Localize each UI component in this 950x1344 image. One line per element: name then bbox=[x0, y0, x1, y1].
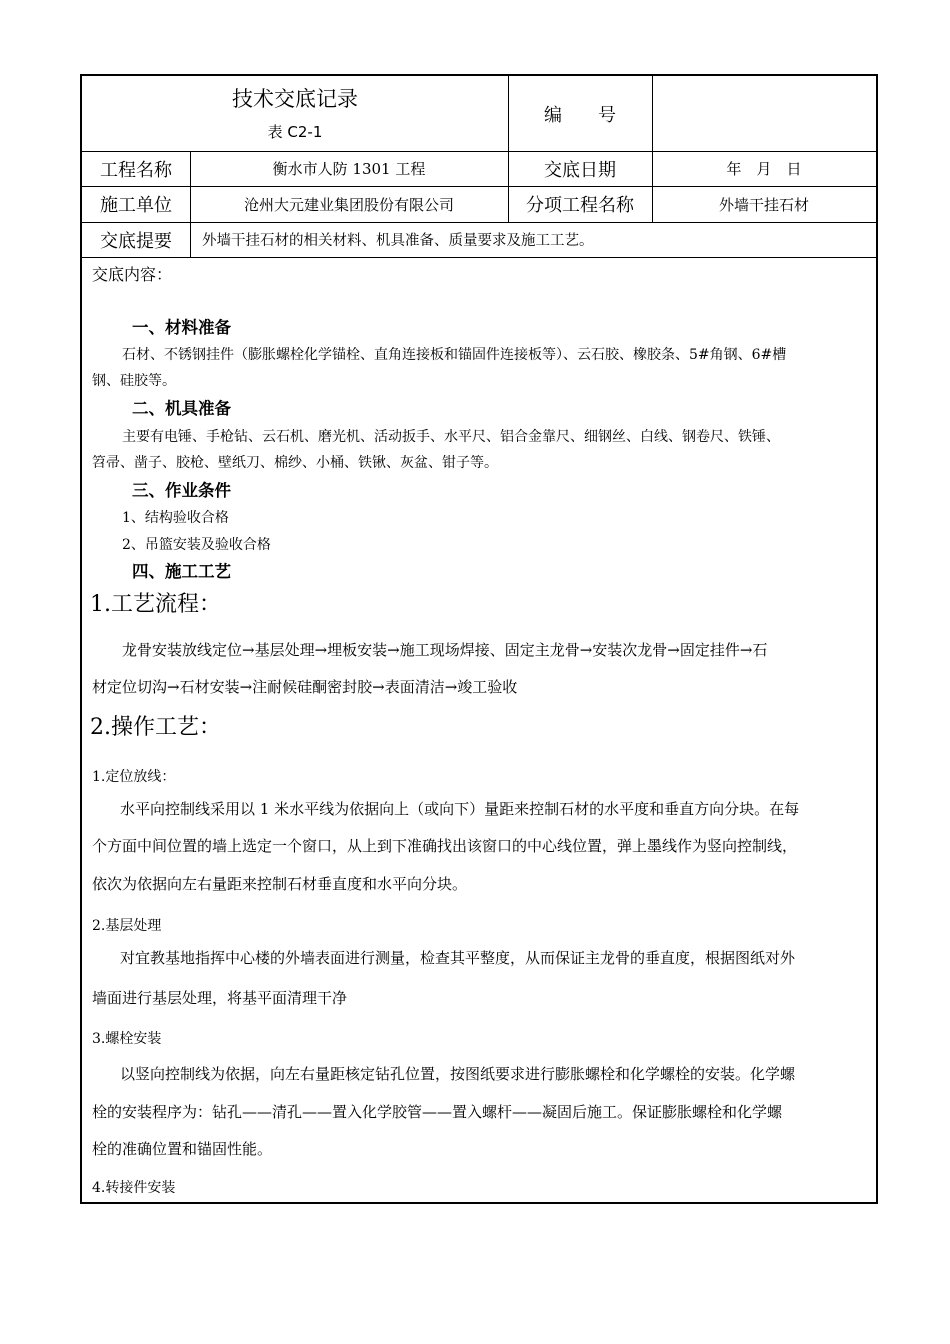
section-process-title: 四、施工工艺 bbox=[132, 562, 231, 581]
operation-step-line: 墙面进行基层处理，将基平面清理干净 bbox=[92, 989, 348, 1007]
summary-value: 外墙干挂石材的相关材料、机具准备、质量要求及施工工艺。 bbox=[202, 233, 594, 249]
summary-label: 交底提要 bbox=[100, 230, 172, 252]
section-materials-line: 钢、硅胶等。 bbox=[92, 373, 176, 389]
operation-step-title: 4.转接件安装 bbox=[92, 1180, 176, 1196]
number-label: 编 号 bbox=[544, 104, 616, 126]
section-conditions-item: 1、结构验收合格 bbox=[122, 510, 229, 526]
section-tools-line: 主要有电锤、手枪钻、云石机、磨光机、活动扳手、水平尺、铝合金靠尺、细钢丝、白线、钢卷尺、铁锤、 bbox=[122, 429, 780, 445]
row-divider bbox=[82, 257, 876, 258]
section-materials-line: 石材、不锈钢挂件（膨胀螺栓化学锚栓、直角连接板和锚固件连接板等）、云石胶、橡胶条、5#角钢、6#槽 bbox=[122, 347, 787, 363]
section-tools-title: 二、机具准备 bbox=[132, 399, 231, 418]
date-value: 年 月 日 bbox=[726, 160, 802, 178]
operation-step-title: 3.螺栓安装 bbox=[92, 1031, 162, 1047]
operation-step-line: 栓的准确位置和锚固性能。 bbox=[92, 1140, 273, 1158]
project-name-label: 工程名称 bbox=[100, 159, 172, 181]
subproject-label: 分项工程名称 bbox=[526, 195, 634, 216]
section-conditions-title: 三、作业条件 bbox=[132, 481, 231, 500]
operation-step-title: 2.基层处理 bbox=[92, 918, 162, 934]
contractor-value: 沧州大元建业集团股份有限公司 bbox=[243, 195, 454, 214]
operation-step-title: 1.定位放线： bbox=[92, 769, 176, 785]
section-conditions-item: 2、吊篮安装及验收合格 bbox=[122, 537, 271, 553]
operation-title: 2.操作工艺： bbox=[90, 715, 221, 740]
number-value bbox=[652, 76, 876, 151]
operation-step-line: 以竖向控制线为依据，向左右量距核定钻孔位置，按图纸要求进行膨胀螺栓和化学螺栓的安装。化学螺 bbox=[120, 1065, 796, 1083]
contractor-label: 施工单位 bbox=[100, 195, 172, 216]
operation-step-line: 依次为依据向左右量距来控制石材垂直度和水平向分块。 bbox=[92, 875, 468, 893]
technical-disclosure-form bbox=[80, 74, 878, 1204]
section-tools-line: 笤帚、凿子、胶枪、壁纸刀、棉纱、小桶、铁锹、灰盆、钳子等。 bbox=[92, 455, 498, 471]
date-label: 交底日期 bbox=[544, 159, 616, 181]
operation-step-line: 栓的安装程序为：钻孔——清孔——置入化学胶管——置入螺杆——凝固后施工。保证膨胀螺栓和化学螺 bbox=[92, 1103, 783, 1121]
content-heading: 交底内容： bbox=[92, 265, 173, 284]
operation-step-line: 水平向控制线采用以 1 米水平线为依据向上（或向下）量距来控制石材的水平度和垂直方向分块。在每 bbox=[120, 800, 800, 818]
operation-step-line: 个方面中间位置的墙上选定一个窗口，从上到下准确找出该窗口的中心线位置，弹上墨线作为竖向控制线， bbox=[92, 837, 798, 855]
section-materials-title: 一、材料准备 bbox=[132, 318, 231, 337]
operation-step-line: 对宜教基地指挥中心楼的外墙表面进行测量，检查其平整度，从而保证主龙骨的垂直度，根据图纸对外 bbox=[120, 949, 796, 967]
subproject-value: 外墙干挂石材 bbox=[718, 195, 809, 214]
form-code: 表 C2-1 bbox=[267, 122, 323, 141]
process-flow-line: 龙骨安装放线定位→基层处理→埋板安装→施工现场焊接、固定主龙骨→安装次龙骨→固定挂件→石 bbox=[122, 641, 768, 659]
process-flow-line: 材定位切沟→石材安装→注耐候硅酮密封胶→表面清洁→竣工验收 bbox=[92, 678, 518, 696]
process-flow-title: 1.工艺流程： bbox=[90, 592, 221, 617]
form-title: 技术交底记录 bbox=[232, 87, 358, 111]
project-name-value: 衡水市人防 1301 工程 bbox=[272, 160, 426, 178]
